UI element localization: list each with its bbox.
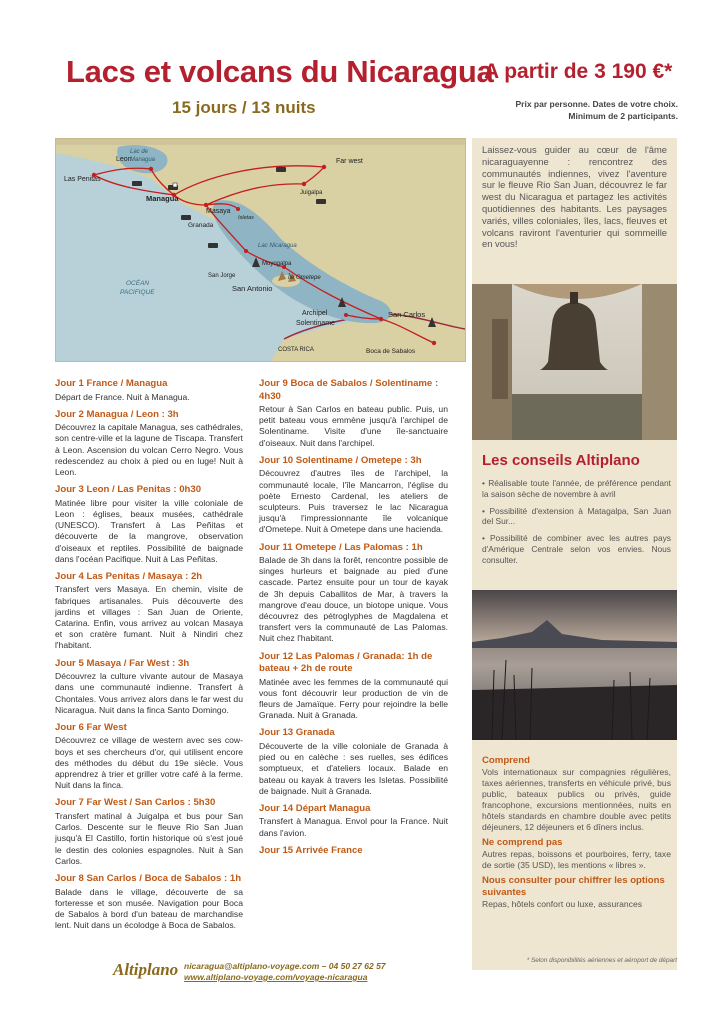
conseil-item: • Réalisable toute l'année, de préférence pendant la saison sèche de novembre à avril <box>482 478 671 499</box>
day-text: Découvrez la culture vivante autour de Masaya dans une communauté indienne. Transfert à Chontales. Vous arrivez alors dans le far west du Nicaragua. Nuit dans la finca Santo Domingo. <box>55 671 243 715</box>
day-block <box>55 571 243 652</box>
day-text: Départ de France. Nuit à Managua. <box>55 391 190 402</box>
map-label-masaya: Masaya <box>206 208 231 215</box>
conseils-list <box>482 478 671 572</box>
day-block <box>259 803 448 839</box>
day-text: Transfert matinal à Juigalpa et bus pour San Carlos. Descente sur le fleuve Rio San Juan jusqu'à El Castillo, fortin historique où s'est joué le destin des colonies espagnoles. Nuit à San Carlos. <box>55 810 243 866</box>
price-note-line-1: Prix par personne. Dates de votre choix. <box>515 99 678 109</box>
map-label-granada: Granada <box>188 222 214 229</box>
day-block <box>55 722 243 792</box>
intro-text: Laissez-vous guider au cœur de l'âme nicaraguayenne : rencontrez des communautés indiennes, vivez l'aventure sur le fleuve Rio San Juan, découvrez le far west du Nicaragua et partagez les activités quotidiennes des habitants. Les paysages variés, villes coloniales, îles, lacs, fleuves et volcans raviront l'aventurier qui sommeille en vous! <box>482 144 667 250</box>
map-label-costa-rica: COSTA RICA <box>278 347 314 353</box>
contact-info <box>184 961 386 983</box>
map-label-leon: Leon <box>116 156 132 163</box>
availability-note: * Selon disponibilités aériennes et aéroport de départ <box>526 957 677 964</box>
day-heading: Jour 5 Masaya / Far West : 3h <box>55 657 190 669</box>
map-label-ocean-2: PACIFIQUE <box>120 289 155 296</box>
conseil-item: • Possibilité de combiner avec les autres pays d'Amérique Centrale selon vos envies. Nous consulter. <box>482 533 671 565</box>
day-text: Matinée avec les femmes de la communauté qui vous font découvrir leur production de vin de fleurs de Jamaïque. Ferry pour rejoindre la belle Granada. Nuit à Granada. <box>259 676 448 721</box>
day-text: Découvrez d'autres îles de l'archipel, la communauté locale, l'île Mancarron, l'église du poète Ernesto Cardenal, les ateliers de sculpteurs. Puis traversez le lac Nicaragua jusqu'à l'impressionnante île volcanique d'Ometepe. Nuit à Ometepe dans une hacienda. <box>259 468 448 535</box>
day-block <box>259 542 448 645</box>
day-block <box>259 727 448 797</box>
day-text: Découvrez ce village de western avec ses cow-boys et ses chercheurs d'or, qui utilisent encore des méthodes du début du 19e siècle. Vous apprendrez à trier et griller votre café à la ferme. Nuit dans la finca. <box>55 735 243 791</box>
conseils-title: Les conseils Altiplano <box>482 452 640 469</box>
map-label-managua: Managua <box>146 194 179 203</box>
itinerary-column-2 <box>259 378 448 863</box>
map-label-lac-managua-1: Lac de <box>130 149 149 155</box>
consulter-text: Repas, hôtels confort ou luxe, assurances <box>482 899 643 909</box>
day-text: Retour à San Carlos en bateau public. Puis, un petit bateau vous emmène jusqu'à l'archipel de Solentiname. Visite d'une île-sanctuaire d'oiseaux. Nuit dans l'archipel. <box>259 404 448 448</box>
trip-duration: 15 jours / 13 nuits <box>172 98 316 117</box>
day-heading: Jour 14 Départ Managua <box>259 802 371 814</box>
day-text: Balade dans le village, découverte de sa forteresse et son musée. Navigation pour Boca de Sabalos à bord d'un bateau de marchandise lent. Nuit dans un écolodge à Boca de Sabalos. <box>55 886 243 931</box>
day-block <box>259 651 448 722</box>
comprend-heading: Comprend <box>482 755 530 766</box>
inclusions <box>482 751 671 910</box>
day-heading: Jour 12 Las Palomas / Granada: 1h de bateau + 2h de route <box>259 650 433 675</box>
day-heading: Jour 11 Ometepe / Las Palomas : 1h <box>259 541 423 553</box>
map-label-ometepe: Île Ometepe <box>288 275 321 281</box>
contact-email-phone[interactable]: nicaragua@altiplano-voyage.com – 04 50 27 62 57 <box>184 961 386 971</box>
itinerary-column-1 <box>55 378 243 937</box>
day-heading: Jour 10 Solentiname / Ometepe : 3h <box>259 454 422 466</box>
day-text: Matinée libre pour visiter la ville coloniale de Leon : églises, beaux musées, cathédrale (UNESCO). Transfert à Las Peñitas et découverte de la mangrove, observation d'oiseaux et reptiles. Possibilité de baignade dans l'océan Pacifique. Nuit à Las Peñitas. <box>55 497 243 564</box>
altiplano-logo: Altiplano <box>113 960 179 979</box>
map-label-solentiname: Solentiname <box>296 320 335 327</box>
day-heading: Jour 13 Granada <box>259 727 335 739</box>
day-block <box>55 797 243 867</box>
map-label-las-penitas: Las Penitas <box>64 176 101 183</box>
map-label-isletas: Isletas <box>238 215 254 221</box>
map-label-juigalpa: Juigalpa <box>300 190 323 196</box>
day-heading: Jour 2 Managua / Leon : 3h <box>55 408 179 420</box>
day-heading: Jour 6 Far West <box>55 721 127 733</box>
map-label-san-carlos: San Carlos <box>388 310 426 319</box>
day-heading: Jour 7 Far West / San Carlos : 5h30 <box>55 797 216 809</box>
day-text: Balade de 3h dans la forêt, rencontre possible de singes hurleurs et baignade au pied d'une cascade. Partez ensuite pour un tour de kayak de 3h depuis Caballitos de Mar, à travers la mangrove d'eau douce, un biotope unique. Vous découvrez des pétroglyphes de Magdalena et transfert vers la communauté de Las Palomas. Nuit chez l'habitant. <box>259 555 448 644</box>
price-note <box>458 98 678 122</box>
day-block <box>55 484 243 565</box>
price-note-line-2: Minimum de 2 participants. <box>568 111 678 121</box>
day-block <box>259 378 448 449</box>
day-block <box>55 378 243 403</box>
map-label-san-antonio: San Antonio <box>232 284 273 293</box>
day-text: Découverte de la ville coloniale de Granada à pied ou en calèche : ses ruelles, ses édifices somptueux, et d'ateliers locaux. Balade en bateau ou kayak à travers les Isletas. Possibilité de baignade. Nuit à Granada. <box>259 740 448 796</box>
route-map-svg <box>56 139 465 361</box>
day-heading: Jour 1 France / Managua <box>55 378 168 389</box>
day-text: Découvrez la capitale Managua, ses cathédrales, son centre-ville et la lagune de Tiscapa. Transfert à Leon. Ascension du volcan Cerro Negro. Vous redescendez au choix à pied ou en luge! Nuit à Leon. <box>55 422 243 478</box>
map-label-moyogalpa: Moyogalpa <box>262 261 292 267</box>
consulter-heading: Nous consulter pour chiffrer les options suivantes <box>482 875 665 898</box>
lake-sunset-photo <box>472 590 677 740</box>
comprend-text: Vols internationaux sur compagnies régulières, taxes aériennes, transferts en véhicule privé, bus public, bateaux publics ou privés, guide francophone, excursions mentionnées, nuits en hôtels standards en chambre double avec petits déjeuners, 12 déjeuners et 6 dîners inclus. <box>482 767 671 832</box>
day-heading: Jour 3 Leon / Las Penitas : 0h30 <box>55 484 202 496</box>
day-heading: Jour 15 Arrivée France <box>259 844 363 856</box>
ne-comprend-text: Autres repas, boissons et pourboires, ferry, taxe de sortie (35 USD), les mentions « libres ». <box>482 849 671 870</box>
price: A partir de 3 190 €* <box>484 60 673 83</box>
map-label-ocean-1: OCÉAN <box>126 280 150 287</box>
day-block <box>259 455 448 536</box>
day-heading: Jour 4 Las Penitas / Masaya : 2h <box>55 570 203 582</box>
page-title: Lacs et volcans du Nicaragua <box>66 54 494 89</box>
map-label-boca: Boca de Sabalos <box>366 348 416 355</box>
conseil-item: • Possibilité d'extension à Matagalpa, San Juan del Sur... <box>482 505 671 527</box>
map-label-archipel: Archipel <box>302 310 328 317</box>
map-label-lac-nicaragua: Lac Nicaragua <box>258 243 297 249</box>
day-heading: Jour 8 San Carlos / Boca de Sabalos : 1h <box>55 873 242 884</box>
day-heading: Jour 9 Boca de Sabalos / Solentiname : 4h30 <box>259 378 439 402</box>
day-text: Transfert vers Masaya. En chemin, visite de fabriques artisanales. Puis découverte des jardins et villages : San Juan de Oriente, Catarina. Enfin, vous arrivez au volcan Masaya et son cratère fumant. Nuit à Nindiri chez l'habitant. <box>55 584 243 651</box>
map-label-san-jorge: San Jorge <box>208 273 236 279</box>
day-block <box>55 409 243 479</box>
day-block <box>55 873 243 931</box>
ne-comprend-heading: Ne comprend pas <box>482 837 563 848</box>
day-block <box>55 658 243 716</box>
route-map <box>55 138 466 362</box>
website-link[interactable]: www.altiplano-voyage.com/voyage-nicaragua <box>184 972 368 982</box>
day-block <box>259 845 448 858</box>
map-label-far-west: Far west <box>336 158 363 165</box>
bell-photo <box>472 284 677 440</box>
day-text: Transfert à Managua. Envol pour la France. Nuit dans l'avion. <box>259 816 448 838</box>
map-label-lac-managua-2: Managua <box>130 157 156 163</box>
